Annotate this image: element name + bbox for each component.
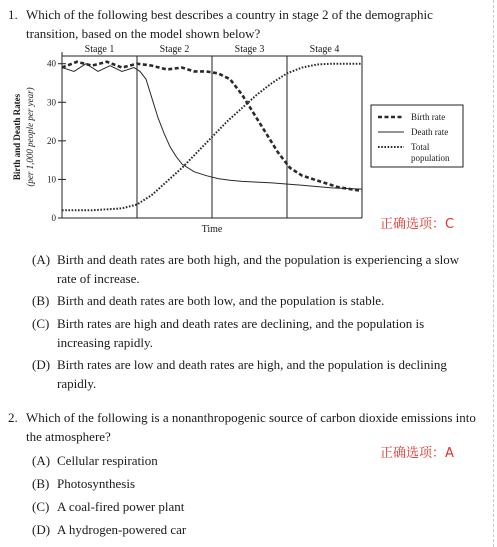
option-text: Birth and death rates are both high, and the population is experiencing a slow rate of increase. <box>57 252 460 286</box>
stage-label: Stage 2 <box>159 44 190 55</box>
chart-legend <box>371 105 463 167</box>
option-text: A coal-fired power plant <box>57 499 185 514</box>
option-text: Birth and death rates are both low, and the population is stable. <box>57 293 385 308</box>
option-label: (B) <box>32 476 50 491</box>
option-label: (D) <box>32 357 51 372</box>
y-axis-label-units: (per 1,000 people per year) <box>25 87 35 187</box>
option-label: (C) <box>32 499 50 514</box>
option-label: (C) <box>32 316 50 331</box>
y-tick-label: 40 <box>47 58 56 69</box>
option-d[interactable] <box>32 355 472 393</box>
option-label: (A) <box>32 453 51 468</box>
answer-q1: 正确选项：C <box>380 217 455 232</box>
option-text: Birth rates are low and death rates are high, and the population is declining rapidly. <box>57 357 447 391</box>
question-text: Which of the following is a nonanthropogenic source of carbon dioxide emissions into the atmosphere? <box>26 410 476 444</box>
option-text: Photosynthesis <box>57 476 136 491</box>
option-text: A hydrogen-powered car <box>57 522 187 537</box>
stage-label: Stage 4 <box>309 44 340 55</box>
legend-label: Death rate <box>411 127 449 137</box>
option-text: Birth rates are high and death rates are declining, and the population is increasing rapidly. <box>57 316 425 350</box>
option-label: (B) <box>32 293 50 308</box>
legend-label: Total <box>411 142 430 152</box>
y-axis-label: Birth and Death Rates <box>12 93 22 181</box>
y-tick-label: 30 <box>47 97 56 108</box>
question-text: Which of the following best describes a country in stage 2 of the demographic transition, based on the model shown below? <box>26 7 433 41</box>
question-number: 2. <box>8 410 18 425</box>
answer-q2: 正确选项：A <box>380 446 454 461</box>
y-tick-label: 0 <box>51 213 56 223</box>
chart-axes <box>12 44 362 235</box>
stage-label: Stage 1 <box>84 44 115 55</box>
demographic-transition-chart <box>0 40 497 240</box>
x-axis-label: Time <box>201 224 223 235</box>
option-label: (D) <box>32 522 51 537</box>
y-tick-label: 10 <box>47 174 56 185</box>
question-number: 1. <box>8 7 18 22</box>
question-1 <box>8 5 478 45</box>
option-a[interactable] <box>32 250 472 288</box>
legend-label-line2: population <box>411 153 450 163</box>
stage-label: Stage 3 <box>234 44 265 55</box>
option-text: Cellular respiration <box>57 453 158 468</box>
option-label: (A) <box>32 252 51 267</box>
legend-label: Birth rate <box>411 112 446 122</box>
option-c[interactable] <box>32 314 472 352</box>
option-b[interactable] <box>32 291 472 310</box>
y-tick-label: 20 <box>47 135 56 146</box>
